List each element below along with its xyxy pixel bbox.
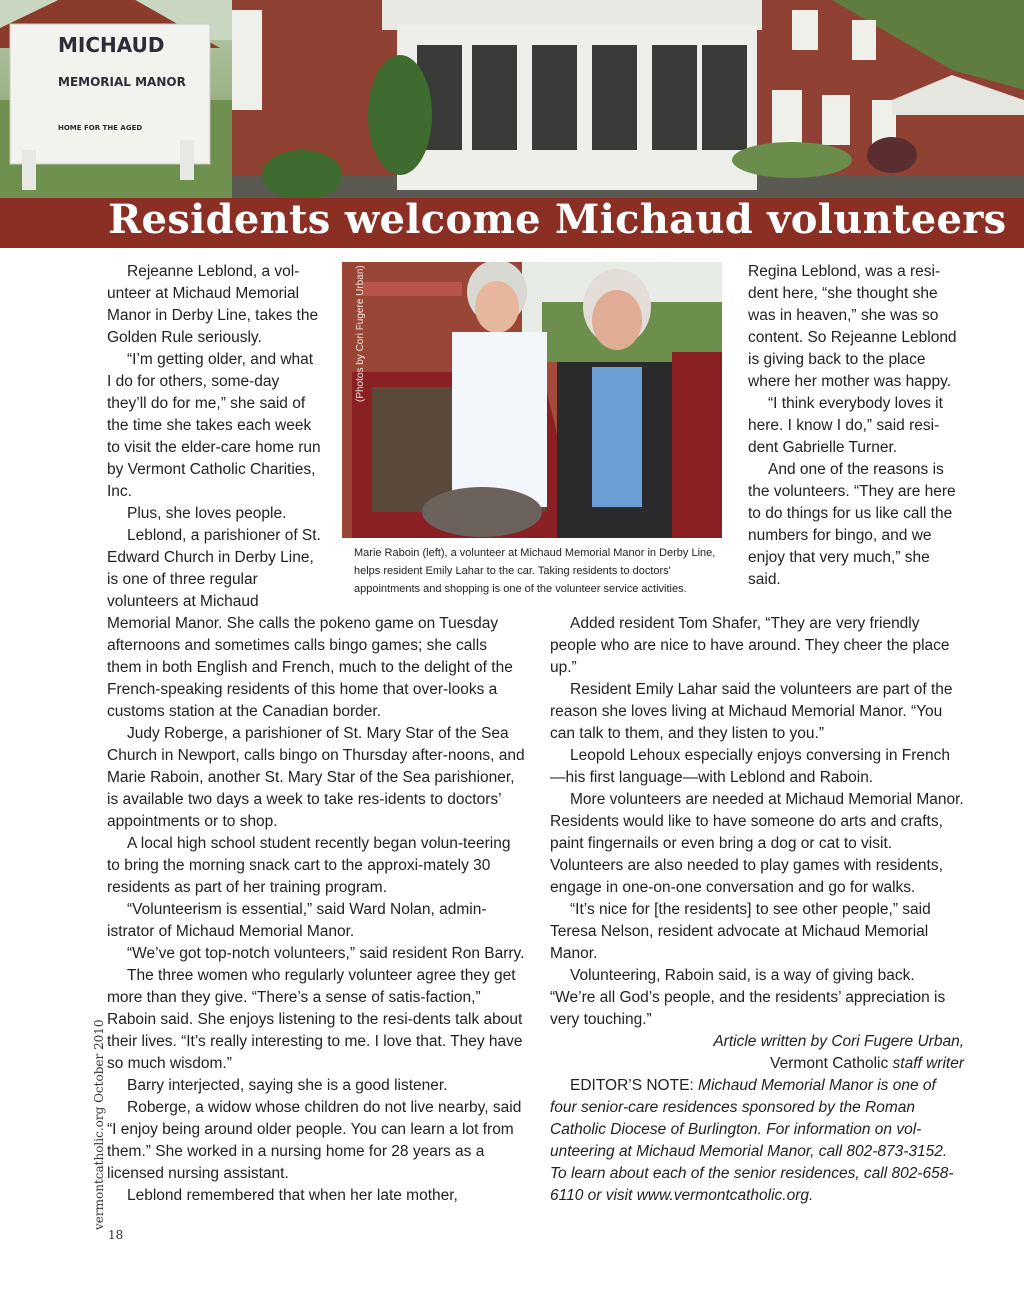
side-credit-text: vermontcatholic.org October 2010	[92, 1019, 106, 1230]
paragraph: “I think everybody loves it here. I know I do,” said resi-dent Gabrielle Turner.	[748, 395, 943, 456]
building-photo	[232, 0, 1024, 200]
paragraph: “It’s nice for [the residents] to see other people,” said Teresa Nelson, resident advocate at Michaud Memorial Manor.	[550, 901, 931, 962]
paragraph: Resident Emily Lahar said the volunteers are part of the reason she loves living at Michaud Memorial Manor. “You can talk to them, and they listen to you.”	[550, 681, 953, 742]
paragraph: “Volunteerism is essential,” said Ward Nolan, admin-istrator of Michaud Memorial Manor.	[107, 901, 487, 940]
paragraph: Leblond remembered that when her late mother,	[127, 1187, 458, 1204]
column-right-bottom	[550, 613, 964, 1207]
paragraph: “I’m getting older, and what I do for others, some-day they’ll do for me,” she said of the time she takes each week to visit the elder-care home run by Vermont Catholic Charities, Inc.	[107, 351, 321, 500]
editor-note	[550, 1075, 964, 1207]
sign-line-1: MICHAUD	[58, 33, 165, 57]
editor-note-label: EDITOR’S NOTE:	[570, 1077, 694, 1094]
paragraph-continued: Memorial Manor. She calls the pokeno game on Tuesday afternoons and sometimes calls bingo games; she calls them in both English and French, much to the delight of the French-speaking residents of this home that over-looks a customs station at the Canadian border.	[107, 615, 513, 720]
byline-author: Article written by Cori Fugere Urban,	[713, 1033, 964, 1050]
photo-credit-text: (Photos by Cori Fugere Urban)	[355, 265, 366, 402]
editor-note-text: Michaud Memorial Manor is one of four senior-care residences sponsored by the Roman Catholic Diocese of Burlington. For information on vol-unteering at Michaud Memorial Manor, call 802-873-3152. To learn about each of the senior residences, call 802-658-6110 or visit www.vermontcatholic.org.	[550, 1077, 954, 1204]
header-photo-strip	[0, 0, 1024, 200]
sign-illustration	[0, 0, 232, 200]
side-credit	[78, 1019, 106, 1230]
paragraph: Leblond, a parishioner of St. Edward Church in Derby Line, is one of three regular volunteers at Michaud	[107, 527, 321, 610]
page-number: 18	[108, 1228, 124, 1242]
building-illustration	[232, 0, 1024, 200]
sign-photo	[0, 0, 232, 200]
column-left-top	[107, 261, 321, 613]
photo-illustration	[342, 262, 722, 538]
paragraph: More volunteers are needed at Michaud Memorial Manor. Residents would like to have someone do arts and crafts, paint fingernails or even bring a dog or cat to visit. Volunteers are also needed to play games with residents, engage in one-on-one conversation and go for walks.	[550, 791, 964, 896]
photo-credit	[344, 262, 366, 442]
paragraph: Plus, she loves people.	[127, 505, 287, 522]
paragraph: Leopold Lehoux especially enjoys conversing in French—his first language—with Leblond and Raboin.	[550, 747, 950, 786]
byline-role	[550, 1053, 964, 1075]
article-title: Residents welcome Michaud volunteers	[108, 196, 1007, 243]
paragraph: And one of the reasons is the volunteers. “They are here to do things for us like call the numbers for bingo, and we enjoy that very much,” she said.	[748, 461, 956, 588]
paragraph: Roberge, a widow whose children do not live nearby, said “I enjoy being around older people. You can learn a lot from them.” She worked in a nursing home for 28 years as a licensed nursing assistant.	[107, 1099, 522, 1182]
paragraph: Judy Roberge, a parishioner of St. Mary Star of the Sea Church in Newport, calls bingo on Thursday after-noons, and Marie Raboin, another St. Mary Star of the Sea parishioner, is available two days a week to take res-idents to doctors’ appointments or to shop.	[107, 725, 525, 830]
paragraph: Rejeanne Leblond, a vol-unteer at Michaud Memorial Manor in Derby Line, takes the Golden Rule seriously.	[107, 263, 319, 346]
paragraph: Added resident Tom Shafer, “They are very friendly people who are nice to have around. They cheer the place up.”	[550, 615, 950, 676]
photo-caption: Marie Raboin (left), a volunteer at Michaud Memorial Manor in Derby Line, helps resident Emily Lahar to the car. Taking residents to doctors' appointments and shopping is one of the volunteer service activities.	[354, 547, 716, 595]
paragraph: The three women who regularly volunteer agree they get more than they give. “There’s a sense of satis-faction,” Raboin said. She enjoys listening to the resi-dents talk about their lives. “It’s really interesting to me. I love that. They have so much wisdom.”	[107, 967, 523, 1072]
paragraph: A local high school student recently began volun-teering to bring the morning snack cart to the approxi-mately 30 residents as part of her training program.	[107, 835, 511, 896]
article-photo	[342, 262, 722, 538]
column-right-top	[748, 261, 962, 591]
paragraph-continued: Regina Leblond, was a resi-dent here, “she thought she was in heaven,” she was so content. So Rejeanne Leblond is giving back to the place where her mother was happy.	[748, 263, 957, 390]
column-left-bottom	[107, 613, 525, 1207]
sign-line-2: MEMORIAL MANOR	[58, 75, 186, 89]
byline-staff: staff writer	[892, 1055, 964, 1072]
paragraph: Volunteering, Raboin said, is a way of giving back. “We’re all God’s people, and the residents’ appreciation is very touching.”	[550, 967, 946, 1028]
paragraph: “We’ve got top-notch volunteers,” said resident Ron Barry.	[127, 945, 525, 962]
paragraph: Barry interjected, saying she is a good listener.	[127, 1077, 448, 1094]
sign-line-3: HOME FOR THE AGED	[58, 124, 143, 132]
byline-publication: Vermont Catholic	[770, 1055, 889, 1072]
